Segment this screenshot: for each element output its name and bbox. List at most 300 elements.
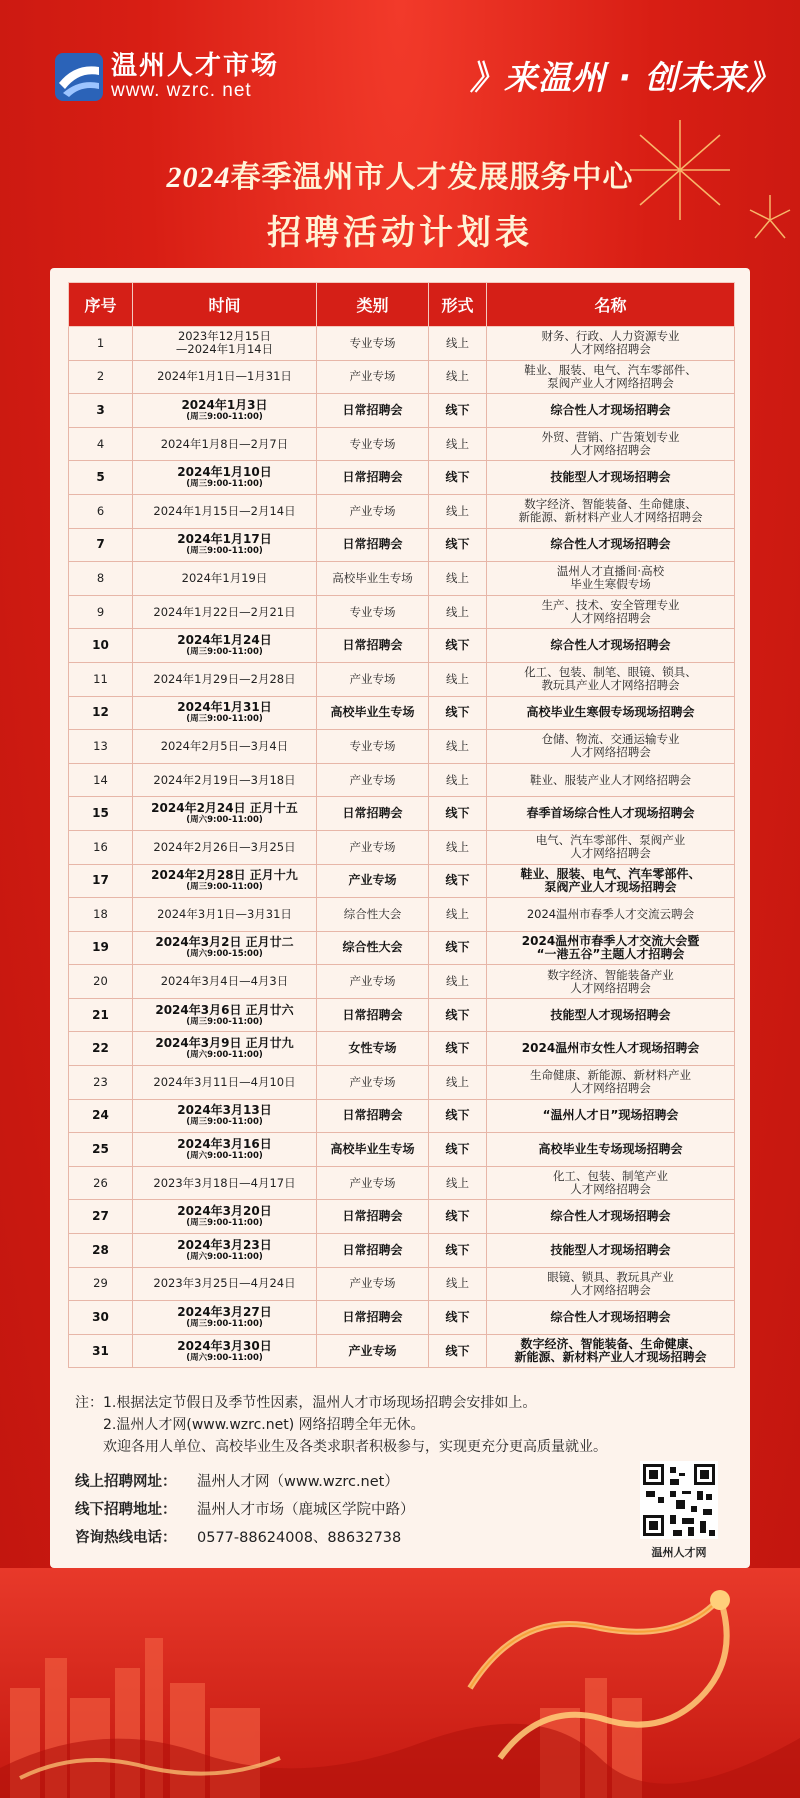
- cell-form-text: 线上: [446, 1276, 469, 1291]
- cell-category-text: 日常招聘会: [342, 638, 403, 653]
- table-row: [69, 494, 735, 528]
- cell-no-text: 29: [93, 1276, 108, 1291]
- notes: [75, 1392, 735, 1458]
- cell-form: [429, 1133, 487, 1167]
- table-row: [69, 1032, 735, 1066]
- cell-name-text: 2024温州市春季人才交流云聘会: [526, 906, 695, 921]
- cell-category-text: 日常招聘会: [342, 1209, 403, 1224]
- cell-no-text: 28: [92, 1242, 109, 1257]
- cell-time-subtext: (周三9:00-11:00): [186, 647, 263, 658]
- cell-category-text: 专业专场: [349, 335, 396, 350]
- cell-time-text: 2024年1月31日: [177, 700, 272, 715]
- cell-category: [317, 1267, 429, 1301]
- table-row: [69, 965, 735, 999]
- table-row: [69, 595, 735, 629]
- cell-no-text: 23: [93, 1074, 108, 1089]
- cell-name-subtext: 人才网络招聘会: [570, 846, 651, 861]
- cell-time-text: 2023年3月25日—4月24日: [153, 1276, 296, 1291]
- cell-time-text: 2024年3月6日 正月廿六: [155, 1002, 294, 1017]
- cell-form-text: 线下: [445, 402, 470, 417]
- cell-time-subtext: (周三9:00-11:00): [186, 1319, 263, 1330]
- qr-code-icon[interactable]: [640, 1461, 718, 1539]
- cell-form: [429, 394, 487, 428]
- footer-decoration: [0, 1568, 800, 1798]
- cell-category: [317, 931, 429, 965]
- cell-name: [487, 1234, 735, 1268]
- cell-time-subtext: (周六9:00-11:00): [186, 815, 263, 826]
- website-link[interactable]: 温州人才网（www.wzrc.net）: [197, 1474, 399, 1490]
- cell-no: [69, 763, 133, 797]
- cell-category: [317, 998, 429, 1032]
- cell-name: [487, 1200, 735, 1234]
- cell-name-text: 综合性人才现场招聘会: [550, 537, 671, 552]
- cell-time: [133, 629, 317, 663]
- cell-no: [69, 494, 133, 528]
- cell-category: [317, 1066, 429, 1100]
- cell-category: [317, 1166, 429, 1200]
- cell-category-text: 产业专场: [349, 839, 396, 854]
- cell-time-text: 2024年3月23日: [177, 1237, 272, 1252]
- cell-name: [487, 360, 735, 394]
- cell-name-subtext: 人才网络招聘会: [570, 745, 651, 760]
- cell-category: [317, 965, 429, 999]
- cell-time-text: 2024年2月24日 正月十五: [151, 801, 298, 816]
- cell-form: [429, 327, 487, 361]
- cell-no: [69, 931, 133, 965]
- cell-time: [133, 898, 317, 932]
- table-row: [69, 696, 735, 730]
- cell-form-text: 线上: [446, 335, 469, 350]
- table-row: [69, 998, 735, 1032]
- cell-time: [133, 797, 317, 831]
- table-row: [69, 898, 735, 932]
- cell-form: [429, 461, 487, 495]
- cell-form: [429, 528, 487, 562]
- note-line: 2.温州人才网(www.wzrc.net) 网络招聘全年无休。: [103, 1417, 425, 1433]
- header-cell-time: 时间: [133, 283, 317, 327]
- cell-name: [487, 730, 735, 764]
- cell-category: [317, 394, 429, 428]
- cell-form: [429, 595, 487, 629]
- cell-no-text: 11: [93, 671, 108, 686]
- cell-time: [133, 1099, 317, 1133]
- cell-time-subtext: (周三9:00-11:00): [186, 1016, 263, 1027]
- header-cell-form: 形式: [429, 283, 487, 327]
- cell-name-text: 数字经济、智能装备、生命健康、: [520, 1337, 701, 1352]
- cell-time: [133, 562, 317, 596]
- cell-time-subtext: (周六9:00-11:00): [186, 1050, 263, 1061]
- cell-no-text: 8: [96, 570, 105, 585]
- cell-category-text: 日常招聘会: [342, 1108, 403, 1123]
- cell-category-text: 女性专场: [348, 1041, 397, 1056]
- table-row: [69, 461, 735, 495]
- cell-time-subtext: (周六9:00-11:00): [186, 1251, 263, 1262]
- cell-time-text: 2024年3月9日 正月廿九: [155, 1036, 294, 1051]
- cell-category-text: 日常招聘会: [342, 1242, 403, 1257]
- cell-no-text: 12: [92, 705, 109, 720]
- cell-no: [69, 595, 133, 629]
- cell-name: [487, 965, 735, 999]
- table-row: [69, 1234, 735, 1268]
- cell-form-text: 线上: [446, 839, 469, 854]
- cell-time-text: 2024年1月24日: [177, 633, 272, 648]
- cell-no-text: 10: [92, 638, 109, 653]
- cell-category: [317, 1099, 429, 1133]
- cell-form: [429, 427, 487, 461]
- cell-form: [429, 931, 487, 965]
- contact-row-address: [75, 1496, 415, 1524]
- note-line: 欢迎各用人单位、高校毕业生及各类求职者积极参与，实现更充分更高质量就业。: [103, 1439, 607, 1455]
- cell-category-text: 专业专场: [349, 436, 396, 451]
- cell-category: [317, 1200, 429, 1234]
- brand-name: 温州人才市场: [111, 51, 280, 81]
- cell-time: [133, 494, 317, 528]
- cell-no: [69, 1032, 133, 1066]
- cell-form-text: 线上: [446, 772, 469, 787]
- cell-category-text: 综合性大会: [342, 940, 403, 955]
- cell-form-text: 线下: [445, 705, 470, 720]
- cell-form: [429, 1267, 487, 1301]
- cell-category: [317, 864, 429, 898]
- contact-row-website: [75, 1468, 415, 1496]
- cell-no-text: 2: [96, 369, 105, 384]
- cell-time: [133, 1166, 317, 1200]
- cell-time-subtext: —2024年1月14日: [175, 342, 274, 357]
- cell-no: [69, 1200, 133, 1234]
- cell-time-text: 2024年1月1日—1月31日: [157, 369, 292, 384]
- cell-category-text: 日常招聘会: [342, 470, 403, 485]
- table-row: [69, 730, 735, 764]
- cell-no: [69, 696, 133, 730]
- table-row: [69, 360, 735, 394]
- cell-name: [487, 830, 735, 864]
- cell-time-subtext: (周三9:00-11:00): [186, 479, 263, 490]
- cell-name-text: 鞋业、服装产业人才网络招聘会: [530, 772, 691, 787]
- contact-label: 线上招聘网址：: [75, 1474, 177, 1490]
- cell-category-text: 产业专场: [349, 772, 396, 787]
- cell-name: [487, 394, 735, 428]
- cell-time-subtext: (周六9:00-11:00): [186, 1352, 263, 1363]
- cell-form-text: 线上: [446, 974, 469, 989]
- brand-logo[interactable]: [55, 52, 279, 102]
- cell-category: [317, 797, 429, 831]
- cell-name: [487, 763, 735, 797]
- phone-text[interactable]: 0577-88624008、88632738: [197, 1530, 402, 1546]
- cell-category: [317, 696, 429, 730]
- cell-category: [317, 898, 429, 932]
- note-line: 注：1.根据法定节假日及季节性因素，温州人才市场现场招聘会安排如上。: [75, 1395, 537, 1411]
- table-row: [69, 797, 735, 831]
- cell-name: [487, 1032, 735, 1066]
- cell-name-text: 鞋业、服装、电气、汽车零部件、: [524, 362, 697, 377]
- table-row: [69, 427, 735, 461]
- cell-no: [69, 1267, 133, 1301]
- cell-time-text: 2024年2月26日—3月25日: [153, 839, 296, 854]
- cell-name-subtext: 泵阀产业人才现场招聘会: [544, 879, 677, 894]
- table-body: [69, 327, 735, 1368]
- cell-name: [487, 1066, 735, 1100]
- cell-category-text: 产业专场: [348, 1343, 397, 1358]
- cell-category: [317, 595, 429, 629]
- cell-no-text: 1: [96, 335, 105, 350]
- cell-form-text: 线上: [446, 503, 469, 518]
- cell-name-subtext: 毕业生寒假专场: [570, 577, 651, 592]
- cell-category-text: 产业专场: [349, 1074, 396, 1089]
- cell-form: [429, 1301, 487, 1335]
- cell-category-text: 专业专场: [349, 604, 396, 619]
- cell-form-text: 线下: [445, 873, 470, 888]
- cell-name: [487, 864, 735, 898]
- cell-category-text: 产业专场: [349, 671, 396, 686]
- cell-form: [429, 662, 487, 696]
- cell-name-text: 温州人才直播间·高校: [556, 564, 665, 579]
- cell-time-text: 2024年1月15日—2月14日: [153, 503, 296, 518]
- cell-form-text: 线上: [446, 369, 469, 384]
- cell-name: [487, 629, 735, 663]
- header-cell-name: 名称: [487, 283, 735, 327]
- title-line-2: 招聘活动计划表: [267, 213, 533, 253]
- cell-no: [69, 730, 133, 764]
- table-row: [69, 1166, 735, 1200]
- cell-time: [133, 830, 317, 864]
- cell-no-text: 6: [96, 503, 105, 518]
- cell-form: [429, 1066, 487, 1100]
- cell-time: [133, 763, 317, 797]
- cell-name-text: 生产、技术、安全管理专业: [541, 598, 680, 613]
- cell-category-text: 日常招聘会: [342, 806, 403, 821]
- cell-form: [429, 1200, 487, 1234]
- cell-time-text: 2024年1月3日: [181, 397, 268, 412]
- cell-no-text: 25: [92, 1142, 109, 1157]
- cell-category-text: 产业专场: [349, 503, 396, 518]
- cell-name: [487, 1133, 735, 1167]
- cell-category: [317, 494, 429, 528]
- cell-time-subtext: (周六9:00-15:00): [186, 949, 263, 960]
- cell-time: [133, 1301, 317, 1335]
- cell-no: [69, 461, 133, 495]
- cell-time: [133, 931, 317, 965]
- cell-time-text: 2024年3月11日—4月10日: [153, 1074, 296, 1089]
- cell-form: [429, 830, 487, 864]
- table-row: [69, 1099, 735, 1133]
- cell-name-text: “温州人才日”现场招聘会: [542, 1108, 679, 1123]
- table-header-row: [69, 283, 735, 327]
- cell-form-text: 线下: [445, 1209, 470, 1224]
- cell-no: [69, 427, 133, 461]
- cell-name: [487, 327, 735, 361]
- cell-category: [317, 730, 429, 764]
- cell-name-text: 技能型人才现场招聘会: [550, 1242, 671, 1257]
- cell-category-text: 综合性大会: [343, 906, 402, 921]
- cell-name: [487, 998, 735, 1032]
- cell-time: [133, 730, 317, 764]
- cell-name: [487, 562, 735, 596]
- cell-name-subtext: 人才网络招聘会: [570, 1282, 651, 1297]
- cell-time: [133, 998, 317, 1032]
- cell-form-text: 线上: [446, 906, 469, 921]
- logo-icon: [55, 53, 103, 101]
- cell-form: [429, 629, 487, 663]
- cell-time: [133, 1267, 317, 1301]
- cell-category-text: 高校毕业生专场: [332, 570, 413, 585]
- table-row: [69, 327, 735, 361]
- cell-category: [317, 763, 429, 797]
- cell-time-subtext: (周三9:00-11:00): [186, 714, 263, 725]
- cell-name: [487, 797, 735, 831]
- cell-name-text: 生命健康、新能源、新材料产业: [530, 1068, 691, 1083]
- cell-name-text: 化工、包装、制笔、眼镜、锁具、: [524, 665, 697, 680]
- cell-time-text: 2024年3月30日: [177, 1338, 272, 1353]
- cell-time-text: 2024年1月22日—2月21日: [153, 604, 296, 619]
- header-cell-no: 序号: [69, 283, 133, 327]
- cell-name-text: 综合性人才现场招聘会: [550, 638, 671, 653]
- cell-no-text: 9: [96, 604, 105, 619]
- header: [0, 0, 800, 270]
- cell-name-subtext: 教玩具产业人才网络招聘会: [541, 678, 680, 693]
- cell-no: [69, 1066, 133, 1100]
- cell-form-text: 线下: [445, 1007, 470, 1022]
- cell-name-text: 综合性人才现场招聘会: [550, 402, 671, 417]
- table-row: [69, 1133, 735, 1167]
- cell-name-text: 技能型人才现场招聘会: [550, 470, 671, 485]
- cell-time: [133, 1066, 317, 1100]
- cell-form-text: 线下: [445, 470, 470, 485]
- cell-time: [133, 595, 317, 629]
- title-line-1-text: 春季温州市人才发展服务中心: [230, 160, 634, 195]
- cell-name: [487, 662, 735, 696]
- cell-no: [69, 562, 133, 596]
- cell-name-text: 电气、汽车零部件、泵阀产业: [535, 833, 686, 848]
- table-row: [69, 763, 735, 797]
- cell-name-text: 春季首场综合性人才现场招聘会: [526, 806, 695, 821]
- cell-no-text: 4: [96, 436, 105, 451]
- cell-time-text: 2024年2月28日 正月十九: [151, 868, 298, 883]
- contact-row-phone: [75, 1524, 415, 1552]
- table-row: [69, 830, 735, 864]
- cell-category: [317, 662, 429, 696]
- cell-time: [133, 360, 317, 394]
- cell-no: [69, 662, 133, 696]
- cell-name-text: 数字经济、智能装备产业: [547, 967, 674, 982]
- cell-name-subtext: 人才网络招聘会: [570, 980, 651, 995]
- cell-category-text: 专业专场: [349, 738, 396, 753]
- cell-form-text: 线下: [445, 1310, 470, 1325]
- cell-no: [69, 1099, 133, 1133]
- cell-name-text: 数字经济、智能装备、生命健康、: [524, 497, 697, 512]
- cell-name-text: 技能型人才现场招聘会: [550, 1007, 671, 1022]
- cell-time-text: 2024年3月2日 正月廿二: [155, 935, 294, 950]
- cell-name-subtext: 人才网络招聘会: [570, 1081, 651, 1096]
- cell-no: [69, 898, 133, 932]
- cell-name: [487, 1267, 735, 1301]
- cell-form-text: 线下: [445, 1108, 470, 1123]
- cell-form-text: 线下: [445, 1242, 470, 1257]
- cell-no-text: 26: [93, 1175, 108, 1190]
- cell-form: [429, 1334, 487, 1368]
- cell-no: [69, 629, 133, 663]
- brand-url: www. wzrc. net: [111, 80, 252, 101]
- cell-time: [133, 662, 317, 696]
- cell-form-text: 线下: [445, 940, 470, 955]
- cell-no: [69, 1334, 133, 1368]
- cell-form: [429, 1032, 487, 1066]
- table-row: [69, 864, 735, 898]
- table-row: [69, 1267, 735, 1301]
- cell-category-text: 产业专场: [349, 974, 396, 989]
- cell-time-subtext: (周三9:00-11:00): [186, 546, 263, 557]
- cell-name: [487, 898, 735, 932]
- cell-name-text: 鞋业、服装、电气、汽车零部件、: [520, 866, 701, 881]
- cell-form-text: 线上: [446, 604, 469, 619]
- cell-form-text: 线上: [446, 738, 469, 753]
- cell-time: [133, 1234, 317, 1268]
- cell-time-text: 2024年3月1日—3月31日: [157, 906, 292, 921]
- cell-name-subtext: 人才网络招聘会: [570, 443, 651, 458]
- cell-category: [317, 1334, 429, 1368]
- cell-name-text: 高校毕业生专场现场招聘会: [538, 1142, 683, 1157]
- cell-time: [133, 1334, 317, 1368]
- cell-name-text: 综合性人才现场招聘会: [550, 1310, 671, 1325]
- cell-name-subtext: 新能源、新材料产业人才网络招聘会: [518, 510, 703, 525]
- cell-name: [487, 931, 735, 965]
- cell-no-text: 27: [92, 1209, 109, 1224]
- table-row: [69, 562, 735, 596]
- cell-name: [487, 1301, 735, 1335]
- cell-time-text: 2024年1月8日—2月7日: [160, 436, 289, 451]
- cell-form: [429, 898, 487, 932]
- cell-category: [317, 1301, 429, 1335]
- cell-no: [69, 327, 133, 361]
- cell-form-text: 线上: [446, 671, 469, 686]
- cell-no: [69, 864, 133, 898]
- cell-name: [487, 528, 735, 562]
- cell-time-subtext: (周三9:00-11:00): [186, 1218, 263, 1229]
- cell-name: [487, 1099, 735, 1133]
- cell-category-text: 产业专场: [349, 1175, 396, 1190]
- cell-no: [69, 1301, 133, 1335]
- cell-category: [317, 562, 429, 596]
- schedule-table: [68, 282, 735, 1368]
- skyline-dragon-icon: [0, 1568, 800, 1798]
- cell-form: [429, 562, 487, 596]
- cell-category: [317, 830, 429, 864]
- cell-category: [317, 1032, 429, 1066]
- cell-time-text: 2024年3月27日: [177, 1305, 272, 1320]
- cell-no-text: 24: [92, 1108, 109, 1123]
- cell-no-text: 21: [92, 1007, 109, 1022]
- cell-time: [133, 427, 317, 461]
- cell-time-text: 2024年2月5日—3月4日: [160, 738, 289, 753]
- cell-form-text: 线下: [445, 806, 470, 821]
- cell-time-text: 2024年2月19日—3月18日: [153, 772, 296, 787]
- cell-name: [487, 427, 735, 461]
- cell-form-text: 线下: [445, 1041, 470, 1056]
- cell-form: [429, 998, 487, 1032]
- cell-name-text: 2024温州市女性人才现场招聘会: [521, 1041, 700, 1056]
- cell-no-text: 22: [92, 1041, 109, 1056]
- cell-time: [133, 528, 317, 562]
- cell-no-text: 20: [93, 974, 108, 989]
- cell-form: [429, 965, 487, 999]
- cell-no-text: 18: [93, 906, 108, 921]
- cell-form-text: 线下: [445, 1142, 470, 1157]
- cell-name: [487, 1334, 735, 1368]
- cell-time-text: 2024年1月29日—2月28日: [153, 671, 296, 686]
- cell-category-text: 产业专场: [349, 1276, 396, 1291]
- cell-time-subtext: (周三9:00-11:00): [186, 411, 263, 422]
- cell-no: [69, 830, 133, 864]
- title-year: 2024: [166, 161, 231, 194]
